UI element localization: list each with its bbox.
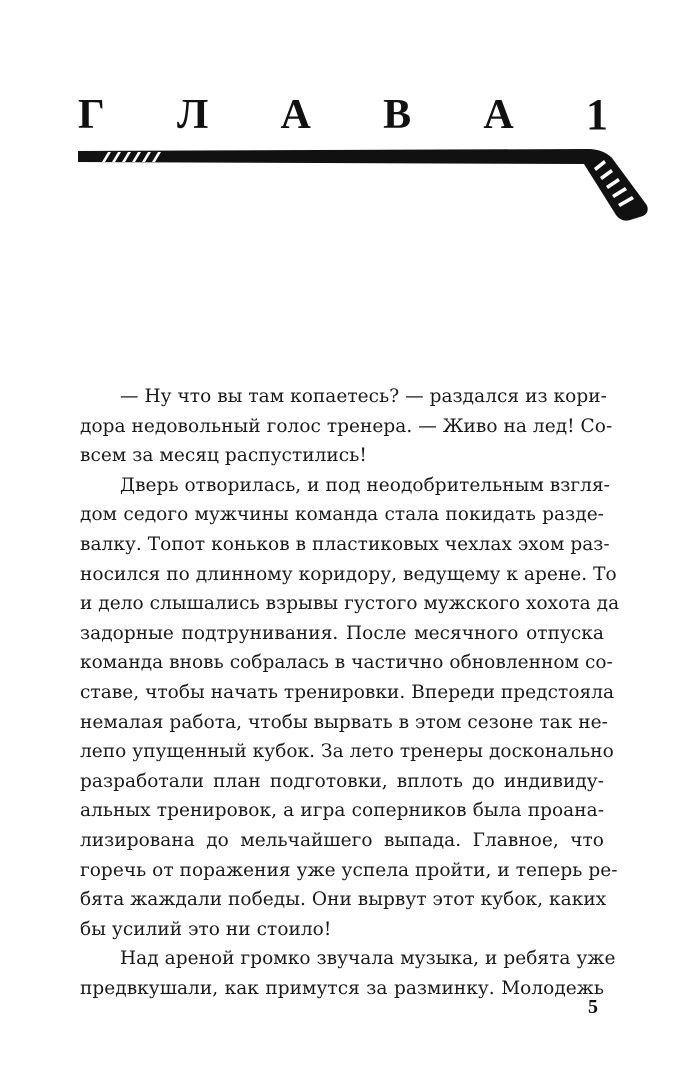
text-line: Над ареной громко звучала музыка, и ребята уже <box>120 948 616 970</box>
text-line: задорные подтрунивания. После месячного отпуска <box>80 622 604 644</box>
text-line: лепо упущенный кубок. За лето тренеры досконально <box>80 741 614 763</box>
chapter-heading-letter: А <box>483 92 514 138</box>
text-line: дора недовольный голос тренера. — Живо на лед! Со- <box>80 415 613 437</box>
text-line: команда вновь собралась в частично обновленном со- <box>80 652 613 674</box>
chapter-number: 1 <box>585 90 608 139</box>
text-line: и дело слышались взрывы густого мужского хохота да <box>80 593 620 615</box>
chapter-heading-letter: Г <box>78 92 105 138</box>
text-line: носился по длинному коридору, ведущему к арене. То <box>80 563 617 585</box>
text-line: Дверь отворилась, и под неодобрительным взгля- <box>120 474 610 496</box>
chapter-heading-letter: В <box>383 92 412 138</box>
text-line: дом седого мужчины команда стала покидать разде- <box>80 504 604 526</box>
chapter-heading-letter: Л <box>176 92 209 138</box>
text-line: лизирована до мельчайшего выпада. Главное, что <box>80 829 604 851</box>
text-line: бы усилий это ни стоило! <box>80 918 332 940</box>
text-line: валку. Топот коньков в пластиковых чехлах эхом раз- <box>80 533 610 555</box>
chapter-heading <box>78 92 608 138</box>
chapter-text <box>80 382 620 1003</box>
text-line: горечь от поражения уже успела пройти, и теперь ре- <box>80 859 618 881</box>
hockey-stick-icon <box>78 146 648 226</box>
chapter-heading-letter: А <box>280 92 311 138</box>
paragraph <box>80 471 620 945</box>
text-line: — Ну что вы там копаетесь? — раздался из кори- <box>120 386 607 407</box>
text-line: бята жаждали победы. Они вырвут этот кубок, каких <box>80 889 607 911</box>
text-line: немалая работа, чтобы вырвать в этом сезоне так не- <box>80 711 608 733</box>
text-line: предвкушали, как примутся за разминку. Молодежь <box>80 977 604 999</box>
text-line: разработали план подготовки, вплоть до индивиду- <box>80 770 604 792</box>
paragraph <box>80 382 613 471</box>
page-number: 5 <box>588 996 598 1018</box>
text-line: ставе, чтобы начать тренировки. Впереди предстояла <box>80 681 615 703</box>
paragraph <box>80 944 616 1003</box>
text-line: всем за месяц распустились! <box>80 445 367 467</box>
text-line: альных тренировок, а игра соперников была проана- <box>80 800 604 822</box>
